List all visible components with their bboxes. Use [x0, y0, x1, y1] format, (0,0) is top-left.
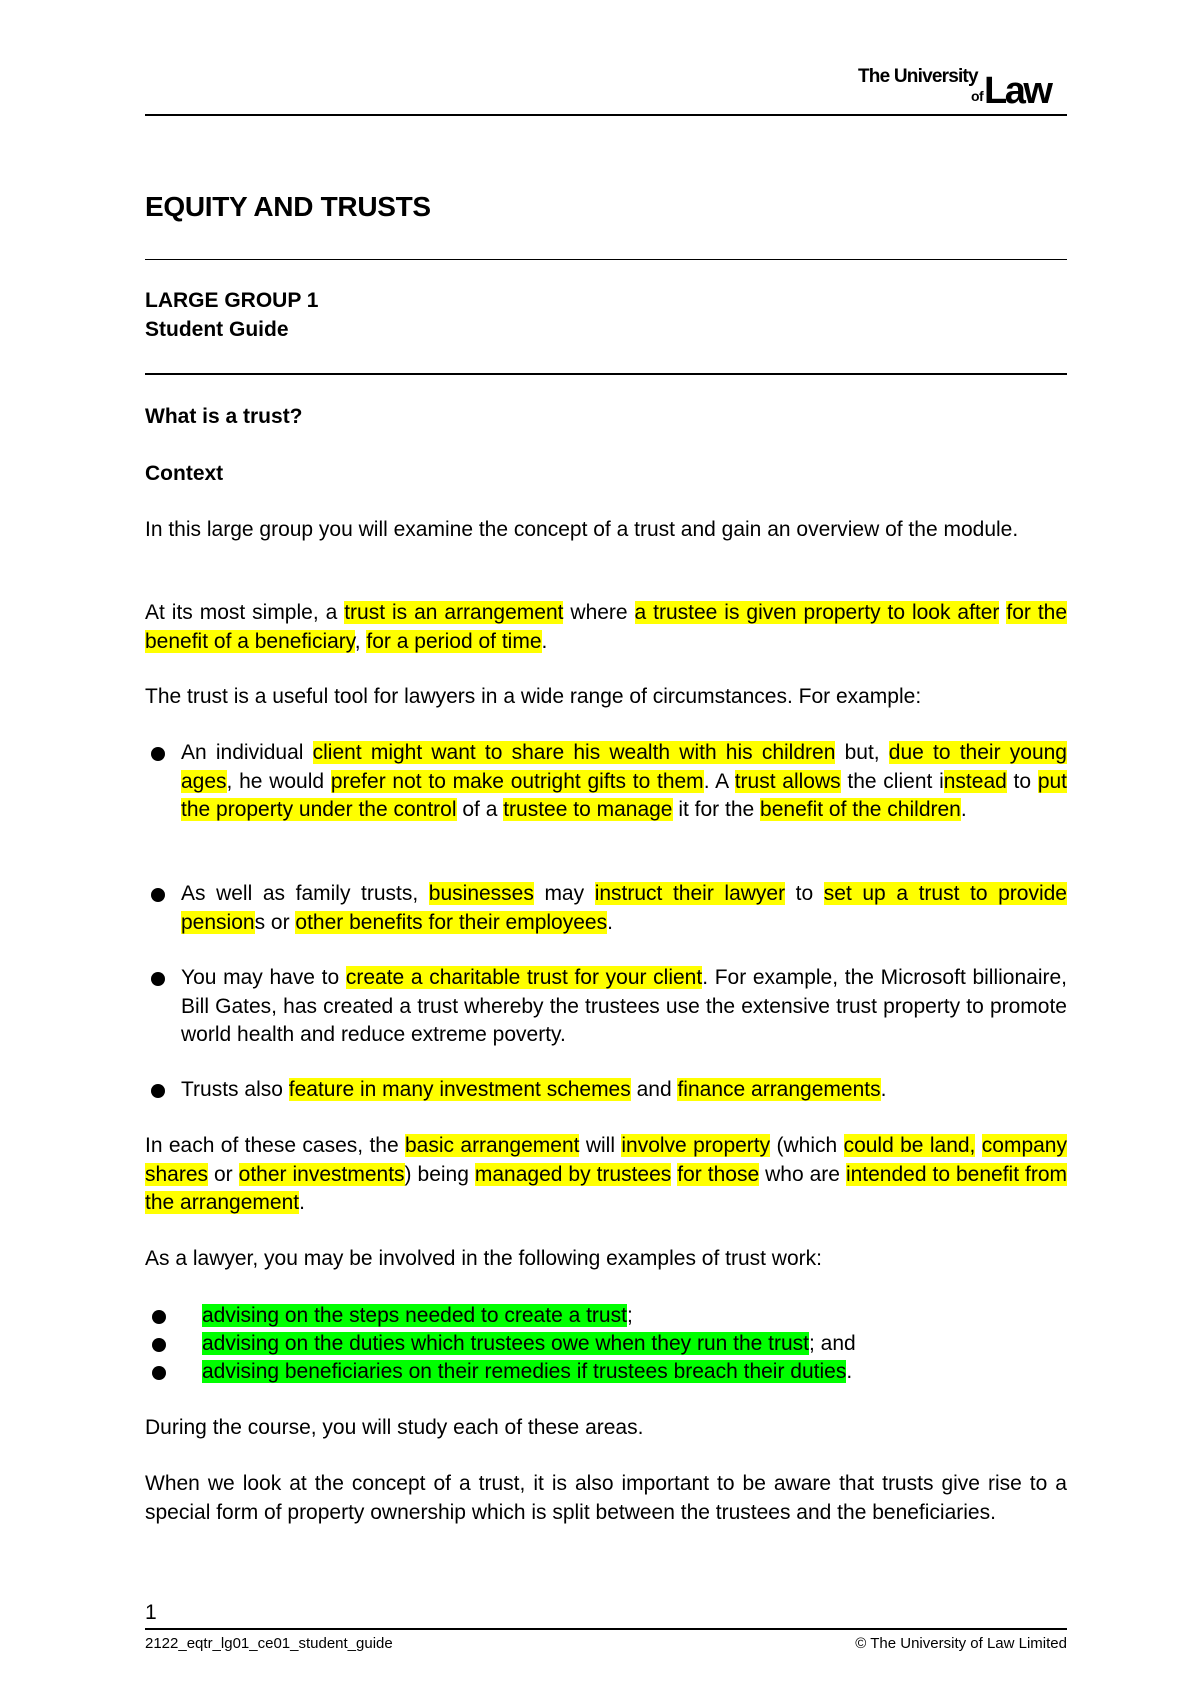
header-rule — [145, 114, 1067, 116]
document-title: EQUITY AND TRUSTS — [145, 191, 431, 222]
paragraph-useful-tool: The trust is a useful tool for lawyers in a wide range of circumstances. For example: — [145, 685, 922, 708]
footer-copyright: © The University of Law Limited — [855, 1635, 1067, 1652]
bullet-icon — [151, 1084, 165, 1098]
bullet-icon — [151, 972, 165, 986]
title-rule — [145, 259, 1067, 260]
paragraph-property-ownership: When we look at the concept of a trust, it is also important to be aware that trusts give rise to a special form of property ownership which is split between the trustees and the beneficiaries. — [145, 1472, 1067, 1524]
paragraph-definition: At its most simple, a trust is an arrangement where a trustee is given property to look after for the benefit of a beneficiary, for a period of time. — [145, 601, 1068, 653]
context-heading: Context — [145, 462, 224, 485]
subtitle-rule — [145, 373, 1067, 375]
bullet-item-investment-schemes: Trusts also feature in many investment schemes and finance arrangements. — [145, 1076, 1067, 1105]
subtitle-student-guide: Student Guide — [145, 318, 289, 341]
paragraph-basic-arrangement: In each of these cases, the basic arrangement will involve property (which could be land, company shares or other investments) being managed by trustees for those who are intended to benefit from the arrangement. — [145, 1134, 1067, 1214]
bullet-icon — [152, 1310, 166, 1324]
bullet-item-charitable-trust: You may have to create a charitable trust for your client. For example, the Microsoft billionaire, Bill Gates, has created a trust whereby the trustees use the extensive trust property to promote world health and reduce extreme poverty. — [145, 964, 1067, 1050]
page-number: 1 — [145, 1601, 157, 1624]
logo-law: Law — [984, 70, 1051, 112]
bullet-item-businesses: As well as family trusts, businesses may instruct their lawyer to set up a trust to provide pensions or other benefits for their employees. — [145, 880, 1067, 937]
bullet-item-individual-client: An individual client might want to share his wealth with his children but, due to their young ages, he would prefer not to make outright gifts to them. A trust allows the client instead to put the property under the control of a trustee to manage it for the benefit of the children. — [145, 739, 1067, 825]
bullet-item-trustee-duties: advising on the duties which trustees owe when they run the trust; and — [145, 1330, 1067, 1359]
university-of-law-logo — [858, 66, 1068, 112]
logo-of: of — [971, 88, 984, 104]
paragraph-trust-work: As a lawyer, you may be involved in the following examples of trust work: — [145, 1247, 822, 1270]
logo-the-university: The University — [858, 66, 978, 87]
bullet-item-remedies: advising beneficiaries on their remedies if trustees breach their duties. — [145, 1358, 1067, 1387]
footer-rule — [145, 1628, 1067, 1630]
paragraph-course-study: During the course, you will study each of these areas. — [145, 1416, 644, 1439]
bullet-icon — [151, 747, 165, 761]
question-heading: What is a trust? — [145, 405, 303, 428]
paragraph-intro: In this large group you will examine the concept of a trust and gain an overview of the module. — [145, 518, 1019, 541]
bullet-item-create-trust: advising on the steps needed to create a trust; — [145, 1302, 1067, 1331]
bullet-icon — [152, 1338, 166, 1352]
subtitle-large-group: LARGE GROUP 1 — [145, 289, 319, 312]
bullet-icon — [151, 888, 165, 902]
footer-document-code: 2122_eqtr_lg01_ce01_student_guide — [145, 1635, 393, 1652]
bullet-icon — [152, 1366, 166, 1380]
